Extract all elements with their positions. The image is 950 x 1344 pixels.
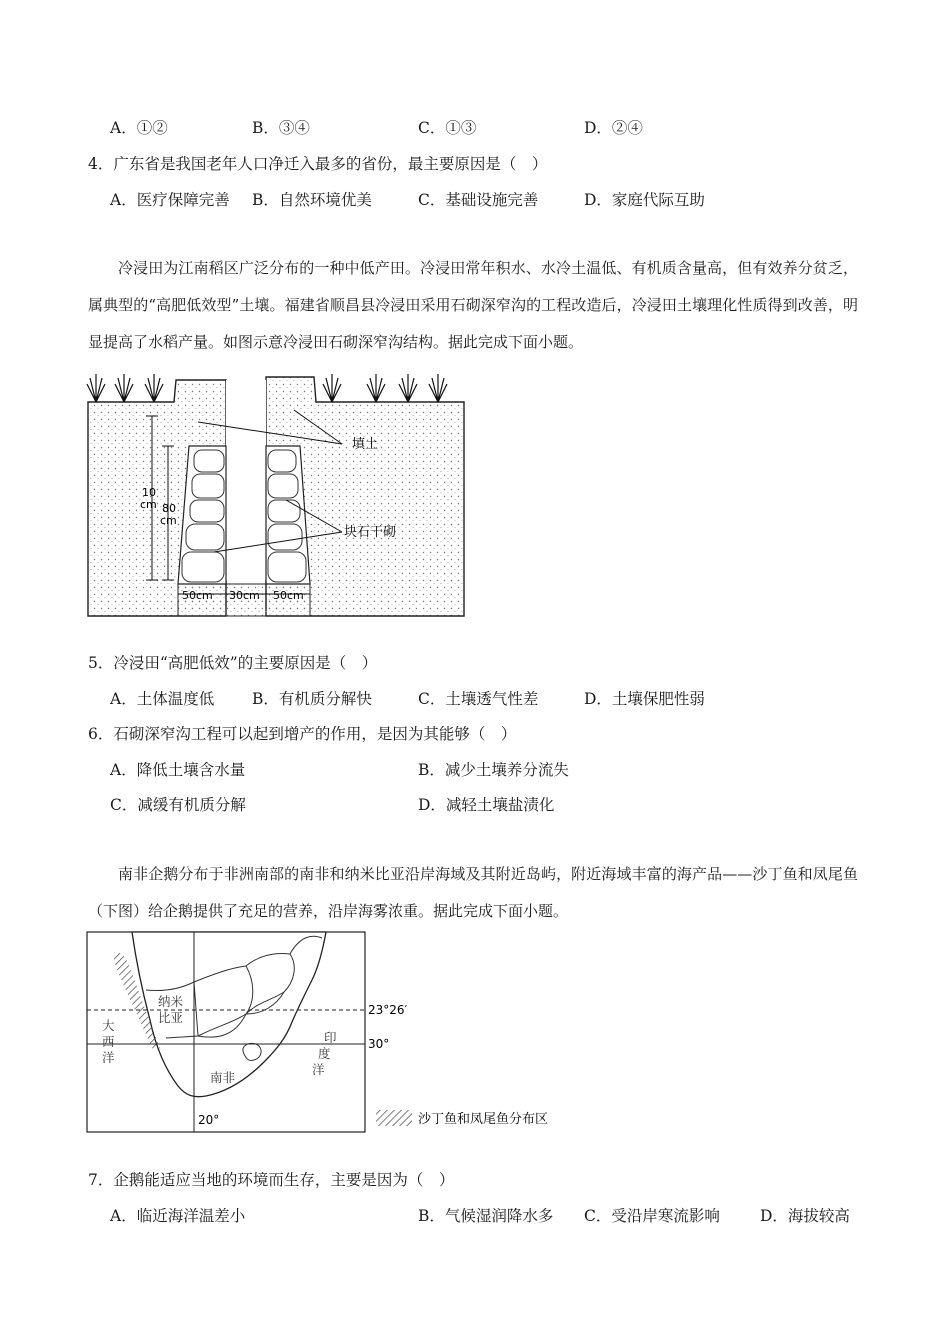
passage-cold-waterlogged-field <box>88 250 858 361</box>
depth-inner-value: 80 <box>162 502 176 515</box>
latitude-tropic-label: 23°26′ <box>368 1003 408 1017</box>
passage-african-penguin <box>88 856 858 930</box>
passage1-text: 冷浸田为江南稻区广泛分布的一种中低产田。冷浸田常年积水、水冷土温低、有机质含量高，但有效养分贫乏，属典型的“高肥低效型”土壤。福建省顺昌县冷浸田采用石砌深窄沟的工程改造后，冷浸田土壤理化性质得到改善，明显提高了水稻产量。如图示意冷浸田石砌深窄沟结构。据此完成下面小题。 <box>88 259 858 351</box>
q4-option-d[interactable]: D．家庭代际互助 <box>584 191 705 209</box>
legend-hatch-swatch <box>376 1110 412 1126</box>
width-left-label: 50cm <box>182 589 213 602</box>
q6-option-a[interactable]: A．降低土壤含水量 <box>110 761 246 779</box>
dry-stone-label: 块石干砌 <box>344 525 397 540</box>
depth-outer-value: 10 <box>142 486 156 499</box>
longitude-20-label: 20° <box>198 1113 220 1127</box>
rice-plant-1 <box>87 374 105 402</box>
q6-option-d[interactable]: D．减轻土壤盐渍化 <box>418 796 555 814</box>
q7-option-b[interactable]: B．气候湿润降水多 <box>418 1207 554 1225</box>
q5-option-a[interactable]: A．土体温度低 <box>110 690 215 708</box>
namibia-label-line1: 纳米 <box>158 994 184 1009</box>
rice-plant-4 <box>323 374 341 402</box>
south-africa-label: 南非 <box>210 1070 236 1085</box>
q5-option-d[interactable]: D．土壤保肥性弱 <box>584 690 705 708</box>
q7-option-a[interactable]: A．临近海洋温差小 <box>110 1207 246 1225</box>
q3-option-a[interactable]: A．①② <box>110 119 168 137</box>
rice-plant-3 <box>145 374 163 402</box>
namibia-label-line2: 比亚 <box>158 1010 184 1025</box>
passage2-text: 南非企鹅分布于非洲南部的南非和纳米比亚沿岸海域及其附近岛屿，附近海域丰富的海产品——沙丁鱼和凤尾鱼（下图）给企鹅提供了充足的营养，沿岸海雾浓重。据此完成下面小题。 <box>88 865 858 920</box>
width-right-label: 50cm <box>273 589 304 602</box>
q3-option-d[interactable]: D．②④ <box>584 119 643 137</box>
southern-africa-map <box>86 930 586 1136</box>
rice-plant-2 <box>115 374 133 402</box>
q6-option-c[interactable]: C．减缓有机质分解 <box>110 796 246 814</box>
depth-outer-unit: cm <box>140 498 157 511</box>
q3-option-b[interactable]: B．③④ <box>252 119 310 137</box>
atlantic-label-3: 洋 <box>102 1050 115 1065</box>
indian-label-1: 印 <box>324 1030 337 1045</box>
legend-label: 沙丁鱼和凤尾鱼分布区 <box>418 1112 549 1127</box>
q4-option-a[interactable]: A．医疗保障完善 <box>110 191 230 209</box>
rice-plant-6 <box>399 374 417 402</box>
rice-plant-7 <box>429 374 447 402</box>
indian-label-3: 洋 <box>312 1062 325 1077</box>
q5-stem: 5．冷浸田“高肥低效”的主要原因是（ ） <box>88 654 378 672</box>
q5-option-b[interactable]: B．有机质分解快 <box>252 690 372 708</box>
q4-option-b[interactable]: B．自然环境优美 <box>252 191 372 209</box>
width-middle-label: 30cm <box>229 589 260 602</box>
q3-option-c[interactable]: C．①③ <box>418 119 477 137</box>
stone-ditch-diagram <box>86 362 468 620</box>
q7-option-d[interactable]: D．海拔较高 <box>760 1207 850 1225</box>
fill-soil-label: 填土 <box>352 437 379 452</box>
atlantic-label-2: 西 <box>102 1034 115 1049</box>
q5-option-c[interactable]: C．土壤透气性差 <box>418 690 539 708</box>
q7-stem: 7．企鹅能适应当地的环境而生存，主要是因为（ ） <box>88 1171 455 1189</box>
rice-plant-5 <box>367 374 385 402</box>
depth-inner-unit: cm <box>160 514 177 527</box>
latitude-30-label: 30° <box>368 1037 390 1051</box>
q7-option-c[interactable]: C．受沿岸寒流影响 <box>584 1207 720 1225</box>
q6-stem: 6．石砌深窄沟工程可以起到增产的作用，是因为其能够（ ） <box>88 725 517 743</box>
q4-option-c[interactable]: C．基础设施完善 <box>418 191 539 209</box>
q6-option-b[interactable]: B．减少土壤养分流失 <box>418 761 569 779</box>
q4-stem: 4．广东省是我国老年人口净迁入最多的省份，最主要原因是（ ） <box>88 155 548 173</box>
atlantic-label-1: 大 <box>102 1018 115 1033</box>
indian-label-2: 度 <box>318 1046 331 1061</box>
